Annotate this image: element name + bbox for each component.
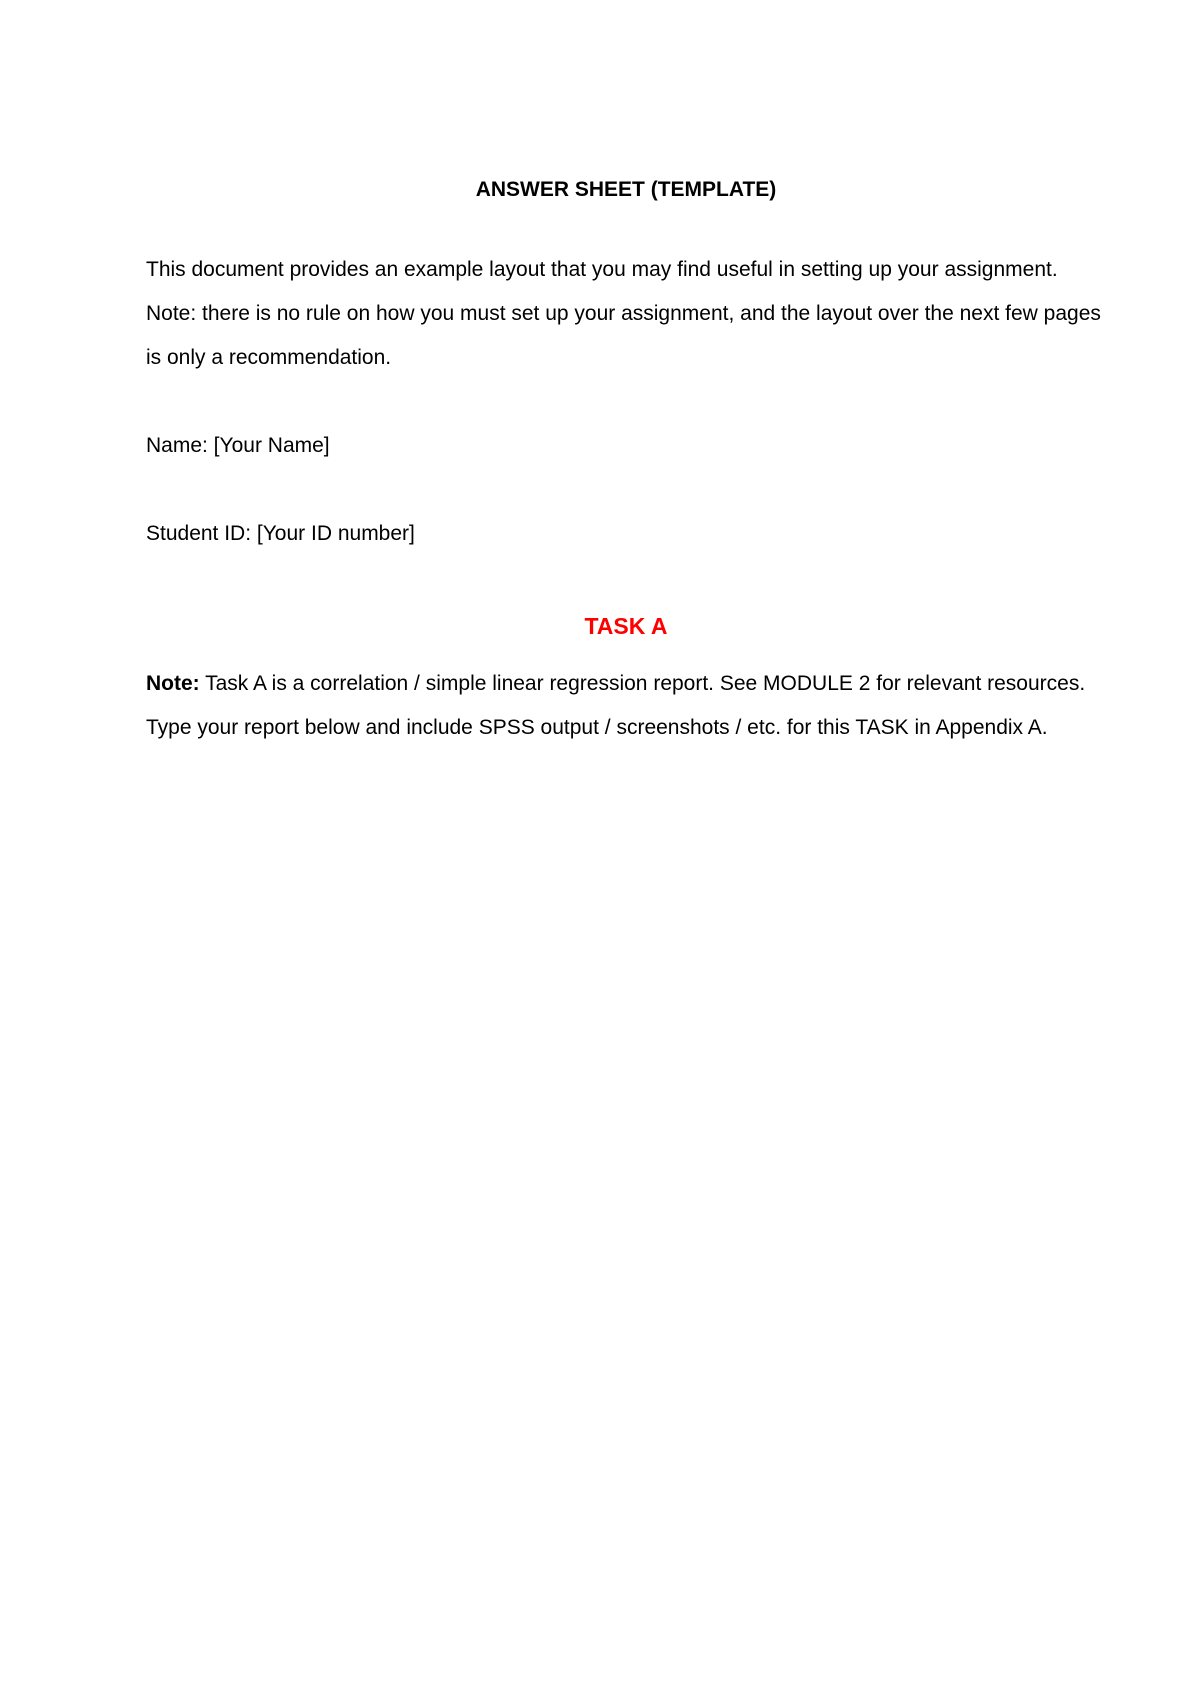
intro-paragraph: This document provides an example layout that you may find useful in setting up your assignment. Note: there is no rule on how you must set up your assignment, and the layout over the next few pages is only a recommendation.	[146, 258, 1101, 369]
name-line: Name: [Your Name]	[146, 434, 330, 457]
student-id-line: Student ID: [Your ID number]	[146, 522, 415, 545]
note-text: Task A is a correlation / simple linear regression report. See MODULE 2 for relevant resources. Type your report below and include SPSS output / screenshots / etc. for this TASK in Appendix A.	[146, 672, 1086, 739]
note-label: Note:	[146, 672, 200, 695]
task-a-heading: TASK A	[584, 613, 668, 639]
document-body	[146, 168, 1106, 794]
document-title: ANSWER SHEET (TEMPLATE)	[475, 178, 777, 201]
task-a-note	[146, 662, 1106, 750]
